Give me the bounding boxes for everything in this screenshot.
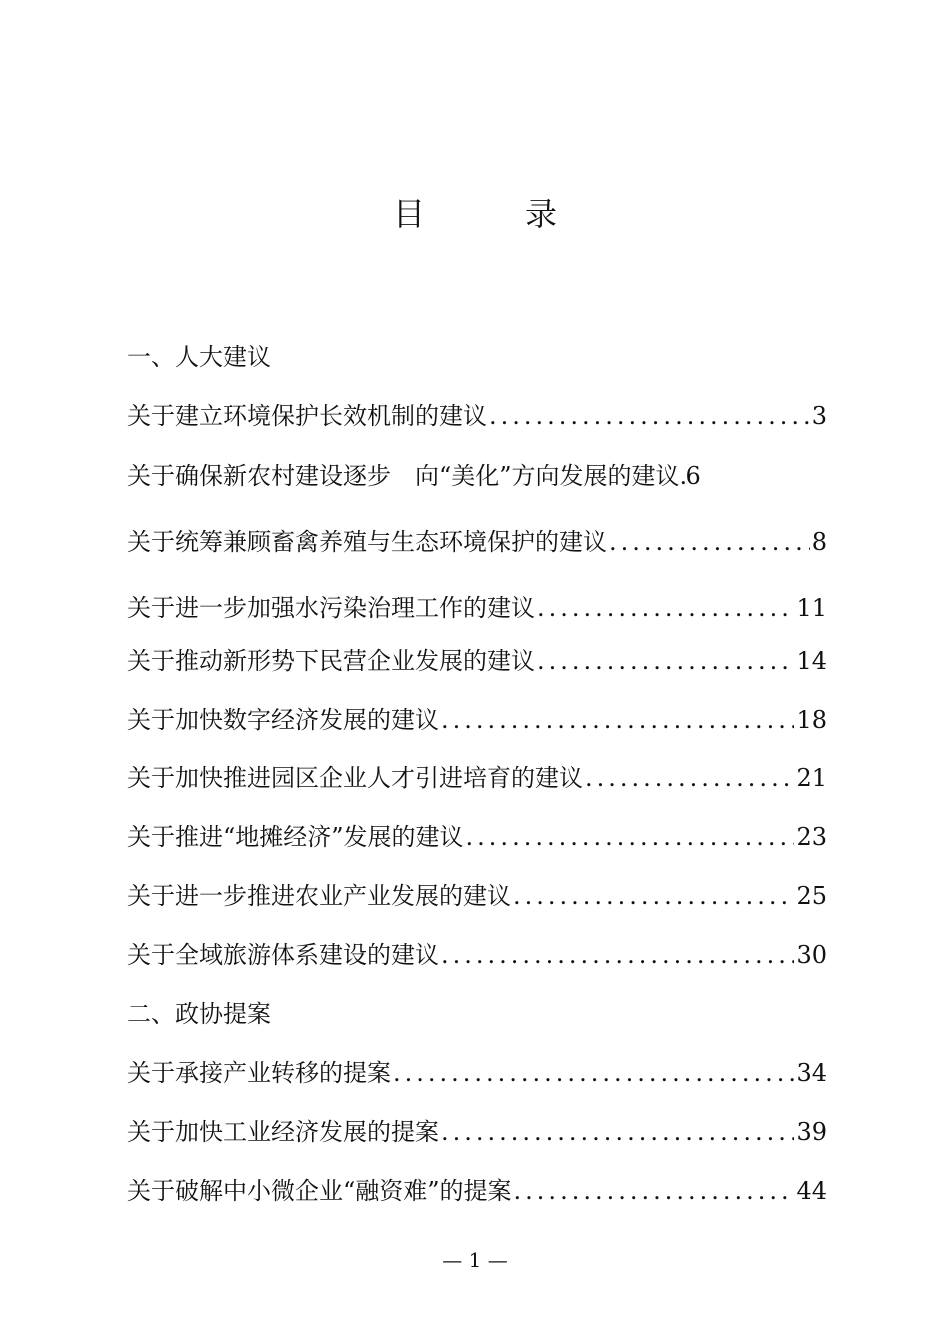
toc-leader-dots bbox=[441, 935, 794, 975]
toc-entry[interactable] bbox=[127, 758, 827, 798]
toc-entry-label: 关于加快工业经济发展的提案 bbox=[127, 1118, 439, 1146]
toc-entry[interactable] bbox=[127, 396, 827, 436]
toc-entry-label: 关于推进“地摊经济”发展的建议 bbox=[127, 823, 464, 851]
section-heading-npc bbox=[127, 337, 827, 377]
toc-entry[interactable] bbox=[127, 522, 827, 562]
toc-entry-page: 34 bbox=[796, 1059, 827, 1087]
toc-entry-label: 关于推动新形势下民营企业发展的建议 bbox=[127, 647, 535, 675]
toc-entry-page: 44 bbox=[796, 1177, 827, 1205]
toc-entry[interactable] bbox=[127, 700, 827, 740]
toc-entry-label: 关于统筹兼顾畜禽养殖与生态环境保护的建议 bbox=[127, 528, 607, 556]
toc-entry-label: 关于承接产业转移的提案 bbox=[127, 1059, 391, 1087]
toc-entry-page: 30 bbox=[796, 941, 827, 969]
toc-entry-label: 关于破解中小微企业“融资难”的提案 bbox=[127, 1177, 512, 1205]
toc-entry-label: 关于全域旅游体系建设的建议 bbox=[127, 941, 439, 969]
toc-entry-page: 25 bbox=[796, 882, 827, 910]
toc-leader-dots bbox=[514, 1171, 795, 1211]
toc-leader-dots bbox=[489, 396, 810, 436]
toc-entry-label: 关于进一步加强水污染治理工作的建议 bbox=[127, 594, 535, 622]
toc-leader-dots bbox=[537, 588, 794, 628]
toc-leader-dots bbox=[513, 876, 794, 916]
toc-entry-label: 关于加快推进园区企业人才引进培育的建议 bbox=[127, 764, 583, 792]
toc-entry-page: 3 bbox=[811, 402, 827, 430]
toc-entry[interactable] bbox=[127, 641, 827, 681]
toc-entry-page: 11 bbox=[796, 594, 827, 622]
toc-entry[interactable] bbox=[127, 456, 827, 496]
toc-leader-dots bbox=[441, 1112, 794, 1152]
toc-entry-label: 关于加快数字经济发展的建议 bbox=[127, 706, 439, 734]
toc-entry-page: 14 bbox=[796, 647, 827, 675]
toc-entry[interactable] bbox=[127, 588, 827, 628]
toc-entry-page: 18 bbox=[796, 706, 827, 734]
toc-entry-label: 关于建立环境保护长效机制的建议 bbox=[127, 402, 487, 430]
toc-entry-page: 23 bbox=[796, 823, 827, 851]
toc-leader-dots bbox=[466, 817, 795, 857]
toc-entry-page: 39 bbox=[796, 1118, 827, 1146]
toc-entry-page: 8 bbox=[811, 528, 827, 556]
toc-entry[interactable] bbox=[127, 1171, 827, 1211]
page-title: 目 录 bbox=[392, 195, 591, 233]
toc-entry-page: 6 bbox=[685, 462, 701, 490]
toc-leader-dots bbox=[393, 1053, 794, 1093]
toc-entry-page: 21 bbox=[796, 764, 827, 792]
toc-entry[interactable] bbox=[127, 817, 827, 857]
toc-entry[interactable] bbox=[127, 1053, 827, 1093]
section-heading-label: 一、人大建议 bbox=[127, 343, 271, 371]
toc-leader-dots bbox=[585, 758, 794, 798]
section-heading-cppcc bbox=[127, 994, 827, 1034]
section-heading-label: 二、政协提案 bbox=[127, 1000, 271, 1028]
toc-leader-dots bbox=[609, 522, 810, 562]
toc-leader-dots bbox=[441, 700, 794, 740]
page-number-footer: — 1 — bbox=[442, 1248, 508, 1272]
toc-leader-dots bbox=[537, 641, 794, 681]
toc-entry-label: 关于进一步推进农业产业发展的建议 bbox=[127, 882, 511, 910]
toc-entry[interactable] bbox=[127, 935, 827, 975]
toc-entry-label: 关于确保新农村建设逐步 向“美化”方向发展的建议 bbox=[127, 462, 680, 490]
toc-entry[interactable] bbox=[127, 1112, 827, 1152]
toc-entry[interactable] bbox=[127, 876, 827, 916]
